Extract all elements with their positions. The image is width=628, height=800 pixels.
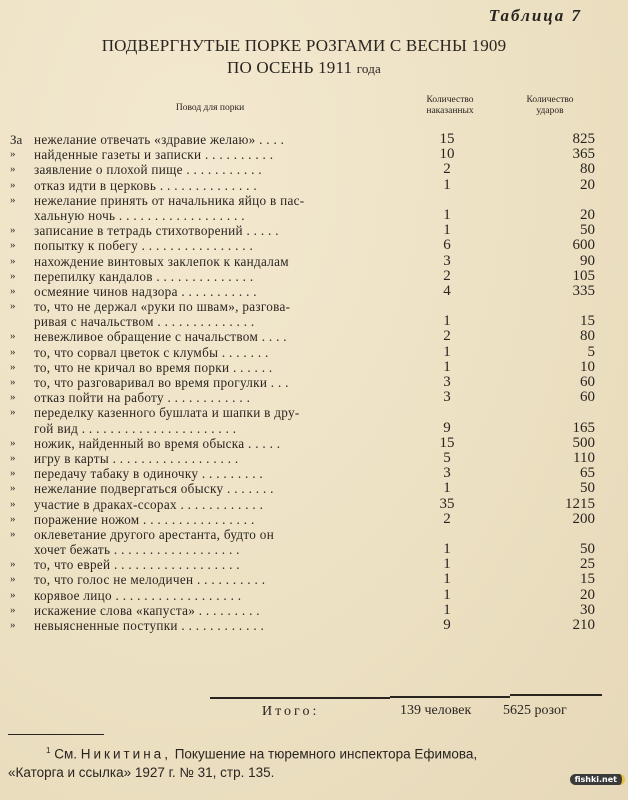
row-reason: осмеяние чинов надзора . . . . . . . . . . . bbox=[34, 283, 257, 299]
row-count: 15 bbox=[439, 131, 455, 147]
row-reason: ножик, найденный во время обыска . . . . . bbox=[34, 435, 281, 451]
total-people: 139 человек bbox=[400, 703, 472, 718]
row-blows: 20 bbox=[580, 206, 595, 223]
row-blows: 90 bbox=[580, 252, 595, 269]
table-row bbox=[10, 147, 610, 162]
row-blows: 80 bbox=[580, 161, 595, 178]
table-body bbox=[10, 132, 610, 633]
row-reason: заявление о плохой пище . . . . . . . . . . . bbox=[34, 162, 262, 178]
row-count: 10 bbox=[439, 146, 455, 163]
row-count: 1 bbox=[443, 176, 451, 193]
row-marker: » bbox=[10, 224, 16, 237]
row-count: 3 bbox=[443, 465, 451, 482]
row-reason: то, что сорвал цветок с клумбы . . . . . . . bbox=[34, 344, 269, 360]
row-blows: 20 bbox=[580, 586, 595, 603]
row-marker: » bbox=[10, 193, 16, 206]
row-blows: 20 bbox=[580, 176, 595, 193]
row-blows: 825 bbox=[572, 131, 595, 147]
count-header-line2: наказанных bbox=[426, 106, 474, 116]
row-reason: передачу табаку в одиночку . . . . . . . . . bbox=[34, 466, 263, 482]
footnote-line1 bbox=[8, 742, 618, 764]
row-marker: » bbox=[10, 360, 16, 373]
total-rule-right bbox=[510, 694, 602, 696]
row-marker: » bbox=[10, 482, 16, 495]
row-marker: » bbox=[10, 269, 16, 282]
row-blows: 165 bbox=[572, 419, 595, 436]
row-blows: 200 bbox=[572, 510, 595, 527]
total-rule-left bbox=[210, 697, 390, 699]
title-caps: ПО ОСЕНЬ 1911 bbox=[226, 58, 353, 77]
blows-header-line1: Количество bbox=[526, 95, 574, 105]
row-blows: 5 bbox=[587, 343, 595, 360]
row-blows: 60 bbox=[580, 389, 595, 406]
table-row bbox=[10, 132, 610, 147]
row-marker: » bbox=[10, 254, 16, 267]
row-reason: то, что еврей . . . . . . . . . . . . . . . . . . bbox=[34, 557, 240, 573]
table-title-line1: ПОДВЕРГНУТЫЕ ПОРКЕ РОЗГАМИ С ВЕСНЫ 1909 bbox=[101, 36, 507, 55]
row-count: 1 bbox=[443, 586, 451, 603]
row-blows: 210 bbox=[572, 617, 595, 633]
row-reason: гой вид . . . . . . . . . . . . . . . . . . . . . . bbox=[34, 420, 237, 436]
table-title-line2 bbox=[0, 58, 618, 78]
table-number: Таблица 7 bbox=[488, 6, 582, 25]
row-blows: 600 bbox=[572, 237, 595, 254]
row-count: 3 bbox=[443, 374, 451, 390]
row-count: 1 bbox=[443, 358, 451, 375]
row-reason: то, что разговаривал во время прогулки . . . bbox=[34, 375, 289, 390]
table-row bbox=[10, 223, 610, 238]
row-blows: 80 bbox=[580, 328, 595, 345]
footnote-marker: 1 bbox=[46, 746, 51, 755]
row-marker: » bbox=[10, 391, 16, 404]
row-reason: невежливое обращение с начальством . . . . bbox=[34, 329, 287, 345]
table-row bbox=[10, 345, 610, 360]
row-marker: » bbox=[10, 239, 16, 252]
row-reason: нахождение винтовых заклепок к кандалам bbox=[34, 253, 289, 269]
row-reason: нежелание принять от начальника яйцо в пас- bbox=[34, 192, 305, 208]
row-reason: игру в карты . . . . . . . . . . . . . . . . . . bbox=[34, 450, 239, 466]
column-header-reason: Повод для порки bbox=[175, 103, 245, 113]
row-count: 1 bbox=[443, 601, 451, 618]
row-blows: 365 bbox=[572, 146, 595, 163]
row-blows: 65 bbox=[580, 465, 595, 482]
row-count: 35 bbox=[439, 495, 455, 512]
row-reason: хочет бежать . . . . . . . . . . . . . . . . . . bbox=[34, 542, 240, 558]
row-reason: попытку к побегу . . . . . . . . . . . . . . . . bbox=[34, 238, 254, 254]
row-marker: » bbox=[10, 512, 16, 525]
row-blows: 30 bbox=[580, 601, 595, 618]
row-count: 1 bbox=[443, 343, 451, 360]
row-marker: » bbox=[10, 497, 16, 510]
row-marker: » bbox=[10, 436, 16, 449]
footnote-title: Покушение на тюремного инспектора Ефимова, bbox=[174, 746, 478, 762]
row-blows: 105 bbox=[572, 267, 595, 284]
row-blows: 50 bbox=[580, 222, 595, 239]
row-reason: участие в драках-ссорах . . . . . . . . . . . . bbox=[34, 496, 264, 512]
row-blows: 15 bbox=[580, 313, 595, 330]
table-row bbox=[10, 497, 610, 512]
row-marker: » bbox=[10, 406, 16, 419]
row-reason: поражение ножом . . . . . . . . . . . . . . . . bbox=[34, 511, 255, 527]
table-row bbox=[10, 360, 610, 375]
row-count: 3 bbox=[443, 389, 451, 406]
row-marker: За bbox=[10, 132, 23, 147]
table-row bbox=[10, 466, 610, 481]
row-count: 9 bbox=[443, 617, 451, 633]
table-row bbox=[10, 481, 610, 496]
column-header-count bbox=[405, 95, 495, 117]
table-row bbox=[10, 542, 610, 557]
row-count: 1 bbox=[443, 556, 451, 573]
row-blows: 500 bbox=[572, 434, 595, 451]
row-reason: записание в тетрадь стихотворений . . . . . bbox=[34, 223, 279, 239]
row-marker: » bbox=[10, 178, 16, 191]
row-marker: » bbox=[10, 451, 16, 464]
column-header-blows bbox=[505, 95, 595, 117]
table-row bbox=[10, 193, 610, 208]
blows-header-line2: ударов bbox=[536, 106, 564, 116]
row-reason: нежелание отвечать «здравие желаю» . . . . bbox=[34, 132, 285, 147]
row-count: 3 bbox=[443, 252, 451, 269]
row-reason: найденные газеты и записки . . . . . . . . . . bbox=[34, 147, 274, 163]
footnote-author: Никитина, bbox=[80, 746, 171, 762]
watermark-logo: fishki.net bbox=[570, 774, 625, 785]
row-marker: » bbox=[10, 345, 16, 358]
table-row bbox=[10, 603, 610, 618]
footnote-line2: «Каторга и ссылка» 1927 г. № 31, стр. 135. bbox=[8, 764, 275, 780]
table-row bbox=[10, 269, 610, 284]
row-blows: 110 bbox=[573, 449, 595, 466]
row-count: 2 bbox=[443, 161, 451, 178]
row-reason: отказ идти в церковь . . . . . . . . . . . . . . bbox=[34, 177, 257, 193]
row-count: 9 bbox=[443, 419, 451, 436]
row-count: 4 bbox=[443, 282, 451, 299]
table-row bbox=[10, 284, 610, 299]
row-reason: то, что не кричал во время порки . . . . . . bbox=[34, 359, 273, 375]
table-row bbox=[10, 421, 610, 436]
total-rods: 5625 розог bbox=[503, 703, 567, 718]
table-row bbox=[10, 572, 610, 587]
row-reason: ривая с начальством . . . . . . . . . . . . . . bbox=[34, 314, 255, 330]
row-marker: » bbox=[10, 163, 16, 176]
row-marker: » bbox=[10, 376, 16, 388]
row-count: 2 bbox=[443, 267, 451, 284]
row-count: 1 bbox=[443, 222, 451, 239]
table-row bbox=[10, 512, 610, 527]
row-count: 1 bbox=[443, 313, 451, 330]
row-reason: хальную ночь . . . . . . . . . . . . . . . . . . bbox=[34, 207, 245, 223]
row-blows: 15 bbox=[580, 571, 595, 588]
row-count: 2 bbox=[443, 510, 451, 527]
table-row bbox=[10, 390, 610, 405]
row-reason: оклеветание другого арестанта, будто он bbox=[34, 526, 275, 542]
row-reason: то, что голос не мелодичен . . . . . . . . . . bbox=[34, 572, 266, 588]
row-reason: корявое лицо . . . . . . . . . . . . . . . . . . bbox=[34, 587, 242, 603]
row-count: 1 bbox=[443, 480, 451, 497]
row-blows: 25 bbox=[580, 556, 595, 573]
footnote-divider bbox=[8, 734, 104, 735]
table-row bbox=[10, 527, 610, 542]
row-reason: то, что не держал «руки по швам», разгова- bbox=[34, 299, 291, 315]
row-marker: » bbox=[10, 300, 16, 313]
row-marker: » bbox=[10, 603, 16, 616]
row-marker: » bbox=[10, 330, 16, 343]
row-count: 15 bbox=[439, 434, 455, 451]
row-count: 6 bbox=[443, 237, 451, 254]
row-reason: отказ пойти на работу . . . . . . . . . . . . bbox=[34, 390, 251, 406]
footnote bbox=[8, 742, 618, 782]
row-blows: 60 bbox=[580, 374, 595, 390]
table-row bbox=[10, 178, 610, 193]
table-row bbox=[10, 329, 610, 344]
row-blows: 1215 bbox=[565, 495, 595, 512]
total-rule-mid bbox=[390, 696, 510, 698]
table-row bbox=[10, 208, 610, 223]
row-count: 2 bbox=[443, 328, 451, 345]
row-blows: 335 bbox=[572, 282, 595, 299]
row-marker: » bbox=[10, 467, 16, 480]
total-label: Итого: bbox=[262, 704, 320, 719]
table-row bbox=[10, 436, 610, 451]
row-count: 1 bbox=[443, 541, 451, 558]
table-row bbox=[10, 314, 610, 329]
row-blows: 10 bbox=[580, 358, 595, 375]
row-marker: » bbox=[10, 148, 16, 161]
row-marker: » bbox=[10, 558, 16, 571]
row-reason: искажение слова «капуста» . . . . . . . . . bbox=[34, 602, 260, 618]
row-marker: » bbox=[10, 573, 16, 586]
table-row bbox=[10, 405, 610, 420]
row-blows: 50 bbox=[580, 541, 595, 558]
footnote-see: См. bbox=[54, 746, 77, 762]
row-marker: » bbox=[10, 284, 16, 297]
row-reason: перепилку кандалов . . . . . . . . . . . . . . bbox=[34, 268, 254, 284]
row-count: 1 bbox=[443, 571, 451, 588]
row-marker: » bbox=[10, 588, 16, 601]
row-marker: » bbox=[10, 619, 16, 631]
table-row bbox=[10, 588, 610, 603]
table-row bbox=[10, 254, 610, 269]
title-small: года bbox=[356, 61, 382, 76]
row-marker: » bbox=[10, 527, 16, 540]
row-count: 5 bbox=[443, 449, 451, 466]
table-row bbox=[10, 618, 610, 633]
table-row bbox=[10, 238, 610, 253]
row-reason: нежелание подвергаться обыску . . . . . . . bbox=[34, 481, 274, 497]
table-row bbox=[10, 299, 610, 314]
table-row bbox=[10, 451, 610, 466]
table-row bbox=[10, 557, 610, 572]
row-count: 1 bbox=[443, 206, 451, 223]
row-reason: переделку казенного бушлата и шапки в дру- bbox=[34, 405, 300, 421]
count-header-line1: Количество bbox=[426, 95, 474, 105]
table-row bbox=[10, 162, 610, 177]
table-row bbox=[10, 375, 610, 390]
row-reason: невыясненные поступки . . . . . . . . . . . . bbox=[34, 618, 265, 633]
row-blows: 50 bbox=[580, 480, 595, 497]
